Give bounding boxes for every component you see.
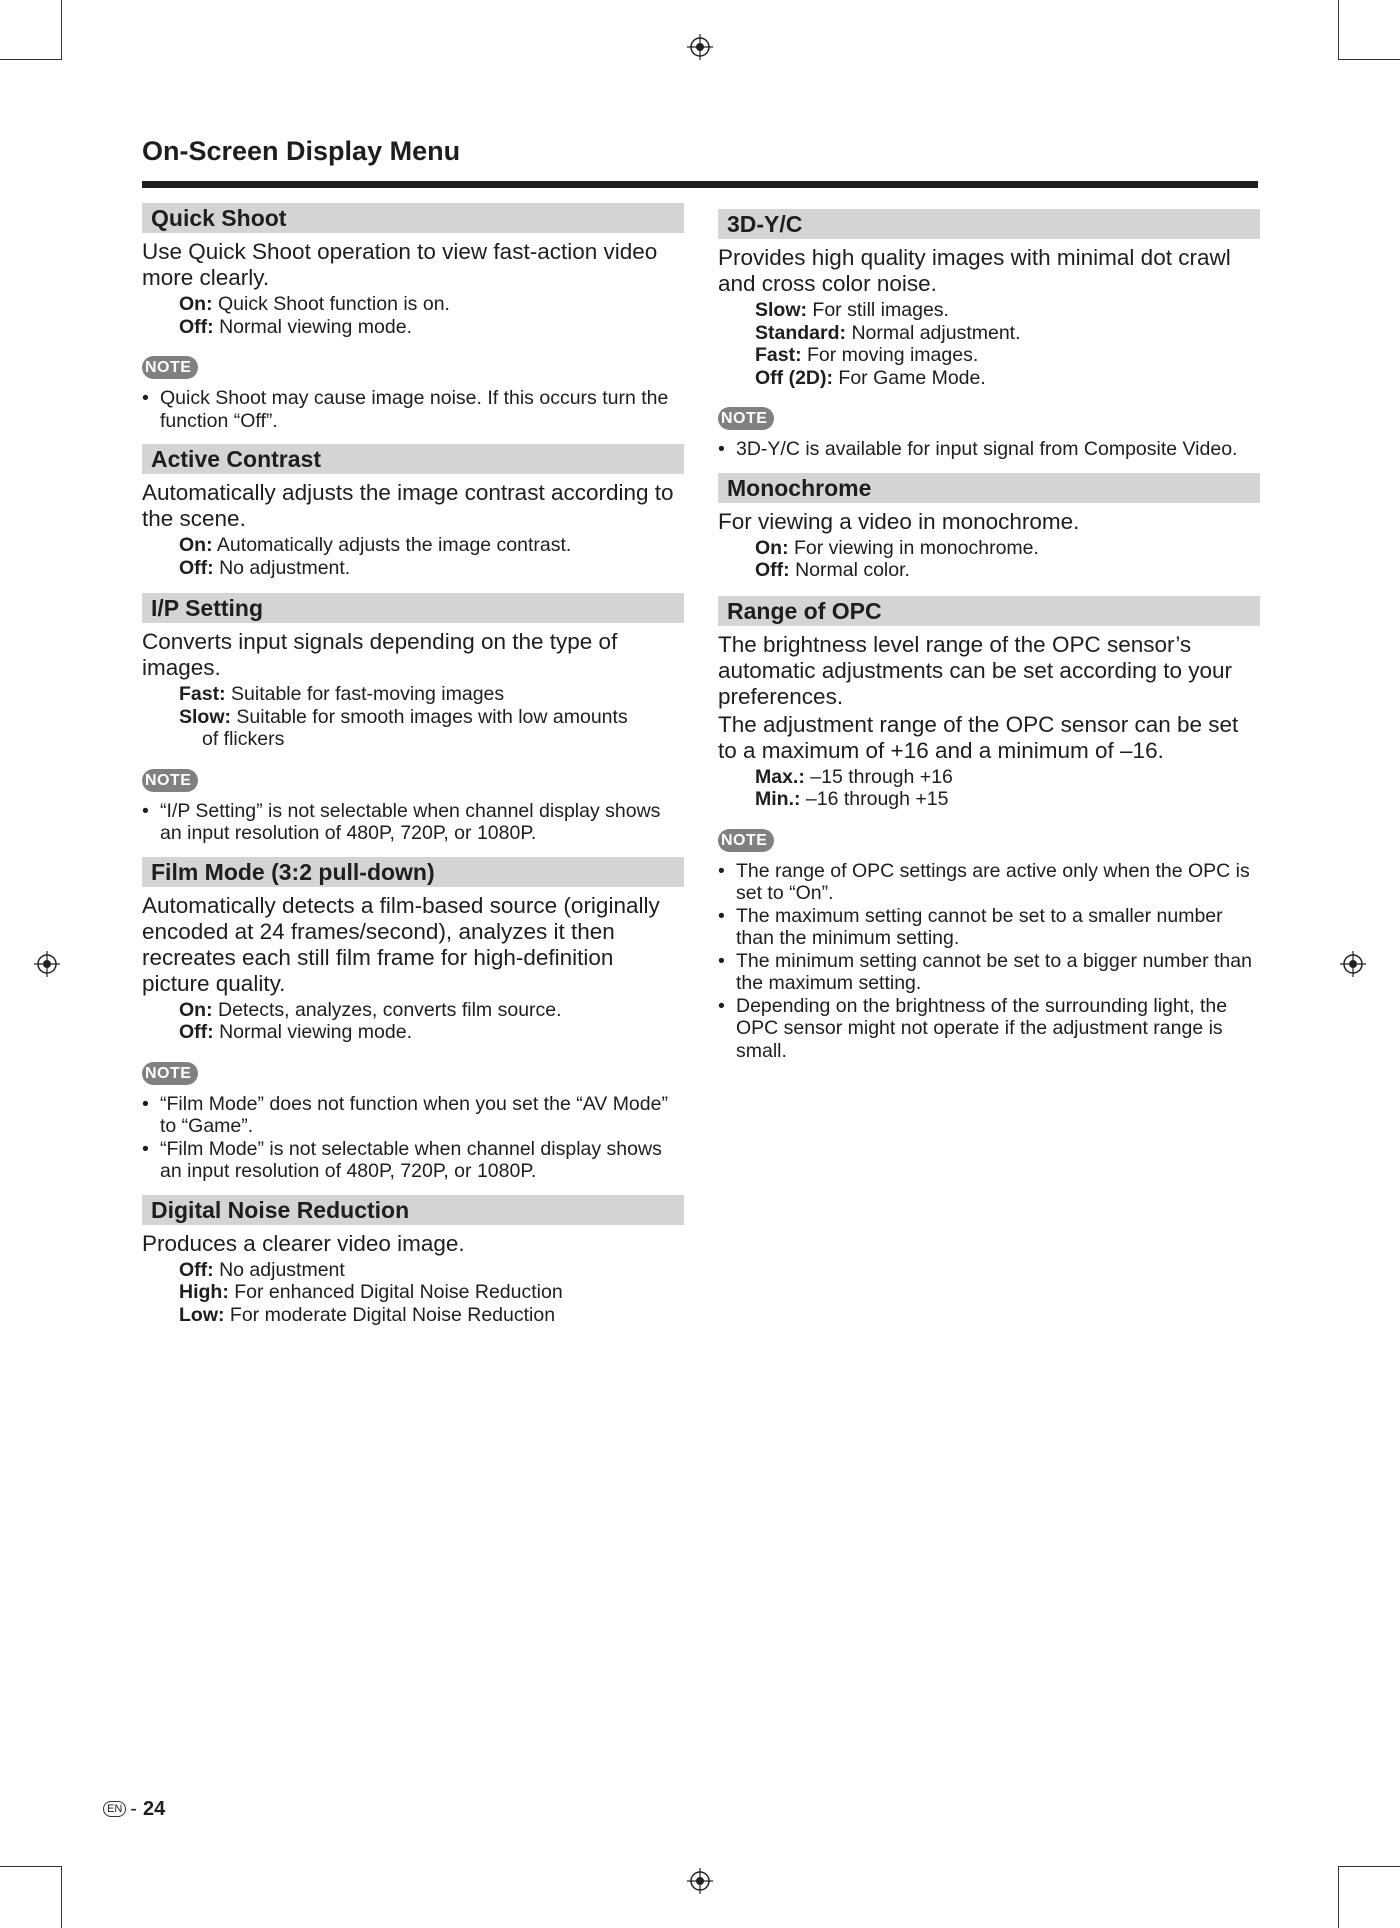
option-key: Off: bbox=[755, 559, 790, 581]
note-badge: NOTE bbox=[142, 1062, 198, 1085]
option-row bbox=[718, 766, 1260, 789]
section-description: The brightness level range of the OPC sensor’s automatic adjustments can be set according to your preferences. bbox=[718, 631, 1233, 709]
option-text: No adjustment bbox=[219, 1258, 345, 1281]
note-item: • The maximum setting cannot be set to a smaller number than the minimum setting. bbox=[718, 905, 1260, 950]
option-row bbox=[142, 1021, 684, 1044]
option-text-continued: of flickers bbox=[202, 728, 285, 750]
note-list bbox=[142, 800, 684, 845]
option-key: Max.: bbox=[755, 765, 805, 788]
option-text: Detects, analyzes, converts film source. bbox=[218, 998, 562, 1021]
crop-mark bbox=[61, 1866, 62, 1928]
option-text: –16 through +15 bbox=[805, 788, 949, 810]
option-row bbox=[718, 559, 1260, 582]
section-heading-monochrome: Monochrome bbox=[718, 473, 1260, 503]
option-key: Fast: bbox=[179, 683, 226, 705]
option-key: Min.: bbox=[755, 788, 801, 810]
option-key: Off (2D): bbox=[755, 366, 833, 389]
option-text: For enhanced Digital Noise Reduction bbox=[234, 1281, 563, 1303]
section-heading-digital-noise-reduction: Digital Noise Reduction bbox=[142, 1195, 684, 1225]
note-list bbox=[718, 860, 1260, 1063]
option-text: Suitable for smooth images with low amounts bbox=[236, 705, 628, 728]
crop-mark bbox=[1338, 1866, 1339, 1928]
option-text: Suitable for fast-moving images bbox=[231, 683, 505, 705]
option-key: Off: bbox=[179, 1021, 214, 1043]
option-text: For viewing in monochrome. bbox=[794, 536, 1039, 559]
option-row bbox=[718, 367, 1260, 390]
option-key: On: bbox=[755, 536, 789, 559]
crop-mark bbox=[61, 0, 62, 60]
option-key: High: bbox=[179, 1281, 229, 1303]
section-heading-range-of-opc: Range of OPC bbox=[718, 596, 1260, 626]
section-description: Produces a clearer video image. bbox=[142, 1230, 465, 1256]
note-item: • “Film Mode” is not selectable when channel display shows an input resolution of 480P, 720P, or 1080P. bbox=[142, 1138, 684, 1183]
note-list bbox=[142, 1093, 684, 1183]
option-text: Normal viewing mode. bbox=[219, 315, 412, 338]
title-rule bbox=[142, 181, 1258, 188]
section-heading-active-contrast: Active Contrast bbox=[142, 444, 684, 474]
section-description: Use Quick Shoot operation to view fast-action video more clearly. bbox=[142, 239, 658, 290]
option-row bbox=[142, 293, 684, 316]
option-row bbox=[718, 788, 1260, 811]
note-item: • 3D-Y/C is available for input signal from Composite Video. bbox=[718, 438, 1260, 461]
registration-mark-icon bbox=[687, 1868, 713, 1894]
section-description: Automatically detects a film-based source (originally encoded at 24 frames/second), analyzes it then recreates each still film frame for high-definition picture quality. bbox=[142, 892, 660, 996]
registration-mark-icon bbox=[34, 951, 60, 977]
note-item: • The range of OPC settings are active only when the OPC is set to “On”. bbox=[718, 860, 1260, 905]
option-row bbox=[718, 322, 1260, 345]
option-key: On: bbox=[179, 534, 213, 556]
note-item: • “I/P Setting” is not selectable when channel display shows an input resolution of 480P, 720P, or 1080P. bbox=[142, 800, 684, 845]
right-column bbox=[718, 209, 1260, 1074]
option-text: –15 through +16 bbox=[810, 765, 953, 788]
note-badge: NOTE bbox=[142, 769, 198, 792]
section-description: For viewing a video in monochrome. bbox=[718, 508, 1080, 534]
option-key: Off: bbox=[179, 1258, 214, 1281]
crop-mark bbox=[1338, 59, 1400, 60]
option-row bbox=[142, 706, 684, 751]
option-row bbox=[142, 999, 684, 1022]
note-item: • The minimum setting cannot be set to a bigger number than the maximum setting. bbox=[718, 950, 1260, 995]
option-row bbox=[718, 537, 1260, 560]
left-column bbox=[142, 203, 684, 1326]
page-number bbox=[103, 1798, 165, 1821]
option-text: For moderate Digital Noise Reduction bbox=[229, 1303, 556, 1326]
note-list bbox=[142, 387, 684, 432]
option-row bbox=[718, 344, 1260, 367]
option-key: Off: bbox=[179, 556, 214, 579]
section-description: Converts input signals depending on the type of images. bbox=[142, 629, 618, 680]
option-row bbox=[142, 683, 684, 706]
section-description: Automatically adjusts the image contrast according to the scene. bbox=[142, 480, 674, 531]
crop-mark bbox=[0, 59, 62, 60]
page-title: On-Screen Display Menu bbox=[142, 136, 461, 166]
option-text: For Game Mode. bbox=[838, 366, 986, 389]
option-text: Normal adjustment. bbox=[851, 321, 1021, 344]
note-badge: NOTE bbox=[142, 356, 198, 379]
registration-mark-icon bbox=[687, 34, 713, 60]
section-heading-ip-setting: I/P Setting bbox=[142, 593, 684, 623]
option-key: Standard: bbox=[755, 321, 847, 344]
page-number-value: 24 bbox=[142, 1798, 166, 1820]
section-heading-film-mode: Film Mode (3:2 pull-down) bbox=[142, 857, 684, 887]
option-text: Normal color. bbox=[795, 559, 910, 581]
section-heading-3d-yc: 3D-Y/C bbox=[718, 209, 1260, 239]
option-row bbox=[142, 1304, 684, 1327]
section-heading-quick-shoot: Quick Shoot bbox=[142, 203, 684, 233]
option-key: Slow: bbox=[755, 299, 807, 321]
section-description-2: The adjustment range of the OPC sensor can be set to a maximum of +16 and a minimum of –16. bbox=[718, 711, 1239, 763]
note-list bbox=[718, 438, 1260, 461]
option-text: No adjustment. bbox=[219, 556, 351, 579]
registration-mark-icon bbox=[1340, 951, 1366, 977]
option-key: Low: bbox=[179, 1303, 225, 1326]
option-text: Automatically adjusts the image contrast. bbox=[216, 534, 572, 556]
option-key: Off: bbox=[179, 315, 214, 338]
option-key: Slow: bbox=[179, 705, 231, 728]
option-key: On: bbox=[179, 293, 213, 315]
language-badge: EN bbox=[103, 1801, 126, 1817]
option-text: Quick Shoot function is on. bbox=[218, 293, 450, 315]
option-text: For still images. bbox=[812, 299, 949, 321]
note-item: • Depending on the brightness of the surrounding light, the OPC sensor might not operate if the adjustment range is small. bbox=[718, 995, 1260, 1063]
crop-mark bbox=[0, 1866, 62, 1867]
option-row bbox=[142, 534, 684, 557]
option-key: Fast: bbox=[755, 344, 802, 366]
option-row bbox=[718, 299, 1260, 322]
note-item: • “Film Mode” does not function when you set the “AV Mode” to “Game”. bbox=[142, 1093, 684, 1138]
page-number-separator: - bbox=[130, 1798, 137, 1820]
note-item: • Quick Shoot may cause image noise. If this occurs turn the function “Off”. bbox=[142, 387, 684, 432]
section-description: Provides high quality images with minimal dot crawl and cross color noise. bbox=[718, 245, 1231, 296]
crop-mark bbox=[1338, 0, 1339, 60]
option-text: For moving images. bbox=[807, 344, 979, 366]
option-key: On: bbox=[179, 998, 213, 1021]
note-badge: NOTE bbox=[718, 407, 774, 430]
crop-mark bbox=[1338, 1866, 1400, 1867]
option-row bbox=[142, 316, 684, 339]
option-row bbox=[142, 557, 684, 580]
note-badge: NOTE bbox=[718, 829, 774, 852]
option-row bbox=[142, 1259, 684, 1282]
option-text: Normal viewing mode. bbox=[219, 1021, 412, 1043]
option-row bbox=[142, 1281, 684, 1304]
